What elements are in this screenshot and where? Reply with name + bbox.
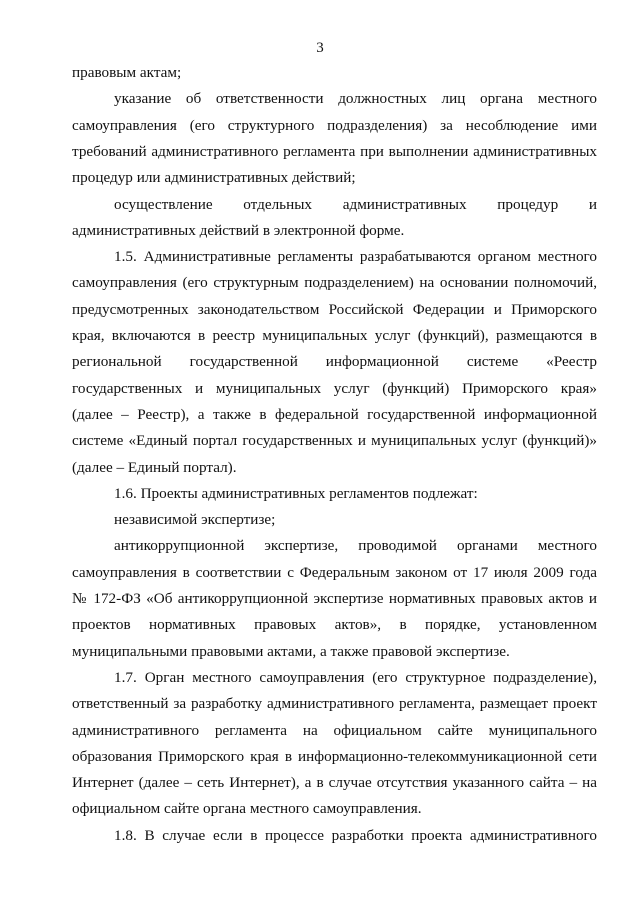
- text-line: № 172-ФЗ «Об антикоррупционной экспертизе нормативных правовых актов и: [72, 590, 597, 607]
- text-line: самоуправления (его структурного подразделения) за несоблюдение ими: [72, 116, 597, 134]
- text-line: антикоррупционной экспертизе, проводимой органами местного: [114, 537, 597, 555]
- text-line: муниципальными правовыми актами, а также правовой экспертизе.: [72, 642, 510, 660]
- page-number: 3: [316, 40, 324, 56]
- text-line: (далее – Реестр), а также в федеральной государственной информационной: [72, 405, 597, 423]
- text-line: 1.5. Административные регламенты разрабатываются органом местного: [114, 248, 597, 266]
- text-line: проектов нормативных правовых актов», в порядке, установленном: [72, 616, 597, 634]
- text-line: административного регламента на официальном сайте муниципального: [72, 721, 597, 739]
- text-line: 1.8. В случае если в процессе разработки проекта административного: [114, 826, 597, 844]
- text-line: образования Приморского края в информационно-телекоммуникационной сети: [72, 747, 597, 765]
- text-line: указание об ответственности должностных лиц органа местного: [114, 90, 597, 108]
- text-line: 1.7. Орган местного самоуправления (его структурное подразделение),: [114, 668, 597, 686]
- text-line: ответственный за разработку административного регламента, размещает проект: [72, 695, 597, 713]
- text-line: самоуправления в соответствии с Федеральным законом от 17 июля 2009 года: [72, 563, 597, 581]
- text-line: процедур или административных действий;: [72, 169, 356, 187]
- text-line: 1.6. Проекты административных регламентов подлежат:: [114, 484, 478, 502]
- text-line: Интернет (далее – сеть Интернет), а в случае отсутствия указанного сайта – на: [72, 774, 597, 792]
- text-line: (далее – Единый портал).: [72, 458, 237, 476]
- text-line: региональной государственной информационной системе «Реестр: [72, 353, 597, 371]
- text-line: административных действий в электронной форме.: [72, 221, 405, 239]
- text-line: самоуправления (его структурным подразделением) на основании полномочий,: [72, 274, 597, 292]
- text-line: правовым актам;: [72, 64, 182, 81]
- text-line: официальном сайте органа местного самоуправления.: [72, 800, 422, 818]
- text-line: осуществление отдельных административных процедур и: [114, 195, 597, 213]
- text-line: государственных и муниципальных услуг (функций) Приморского края»: [72, 379, 597, 397]
- text-line: независимой экспертизе;: [114, 511, 276, 529]
- text-line: предусмотренных законодательством Российской Федерации и Приморского: [72, 300, 597, 318]
- text-line: края, включаются в реестр муниципальных услуг (функций), размещаются в: [72, 327, 597, 344]
- text-line: системе «Единый портал государственных и муниципальных услуг (функций)»: [72, 432, 597, 450]
- text-line: требований административного регламента при выполнении административных: [72, 142, 597, 160]
